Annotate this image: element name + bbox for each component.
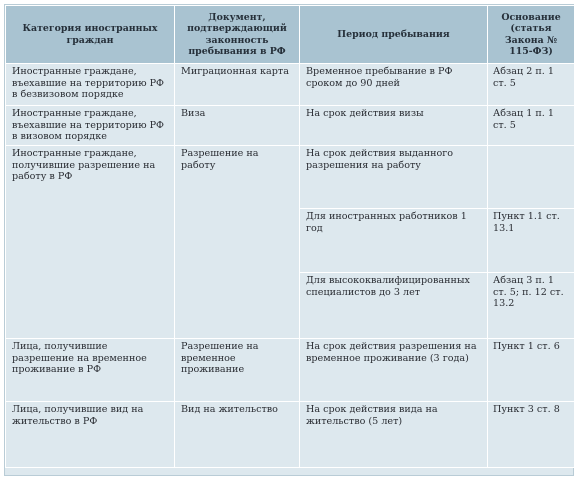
cell-period: Временное пребывание в РФ сроком до 90 дней — [300, 64, 488, 106]
cell-basis: Абзац 2 п. 1 ст. 5 — [488, 64, 575, 106]
cell-period: На срок действия выданного разрешения на работу — [300, 146, 488, 209]
cell-basis: Пункт 3 ст. 8 — [488, 402, 575, 468]
cell-category: Лица, получившие вид на жительство в РФ — [6, 402, 175, 468]
residence-table — [5, 5, 575, 468]
cell-period: На срок действия визы — [300, 106, 488, 146]
header-document: Документ, подтверждающий законность пребывания в РФ — [175, 6, 300, 64]
cell-basis: Абзац 3 п. 1 ст. 5; п. 12 ст. 13.2 — [488, 273, 575, 339]
header-category: Категория иностранных граждан — [6, 6, 175, 64]
cell-document: Вид на жительство — [175, 402, 300, 468]
table-row — [6, 106, 575, 146]
header-basis: Основание (статья Закона № 115-ФЗ) — [488, 6, 575, 64]
cell-document: Разрешение на временное проживание — [175, 339, 300, 402]
cell-period: На срок действия разрешения на временное проживание (3 года) — [300, 339, 488, 402]
cell-category: Иностранные граждане, въехавшие на территорию РФ в визовом порядке — [6, 106, 175, 146]
cell-category: Иностранные граждане, въехавшие на территорию РФ в безвизовом порядке — [6, 64, 175, 106]
cell-basis: Пункт 1 ст. 6 — [488, 339, 575, 402]
table-row — [6, 339, 575, 402]
residence-table-container — [4, 4, 574, 476]
cell-document: Миграционная карта — [175, 64, 300, 106]
header-period: Период пребывания — [300, 6, 488, 64]
cell-period: Для высококвалифицированных специалистов до 3 лет — [300, 273, 488, 339]
cell-category: Иностранные граждане, получившие разрешение на работу в РФ — [6, 146, 175, 339]
cell-period: На срок действия вида на жительство (5 лет) — [300, 402, 488, 468]
cell-basis — [488, 146, 575, 209]
cell-document: Виза — [175, 106, 300, 146]
cell-basis: Пункт 1.1 ст. 13.1 — [488, 209, 575, 273]
table-row — [6, 402, 575, 468]
table-row — [6, 146, 575, 209]
cell-period: Для иностранных работников 1 год — [300, 209, 488, 273]
cell-document: Разрешение на работу — [175, 146, 300, 339]
table-row — [6, 64, 575, 106]
cell-basis: Абзац 1 п. 1 ст. 5 — [488, 106, 575, 146]
table-header-row — [6, 6, 575, 64]
cell-category: Лица, получившие разрешение на временное проживание в РФ — [6, 339, 175, 402]
